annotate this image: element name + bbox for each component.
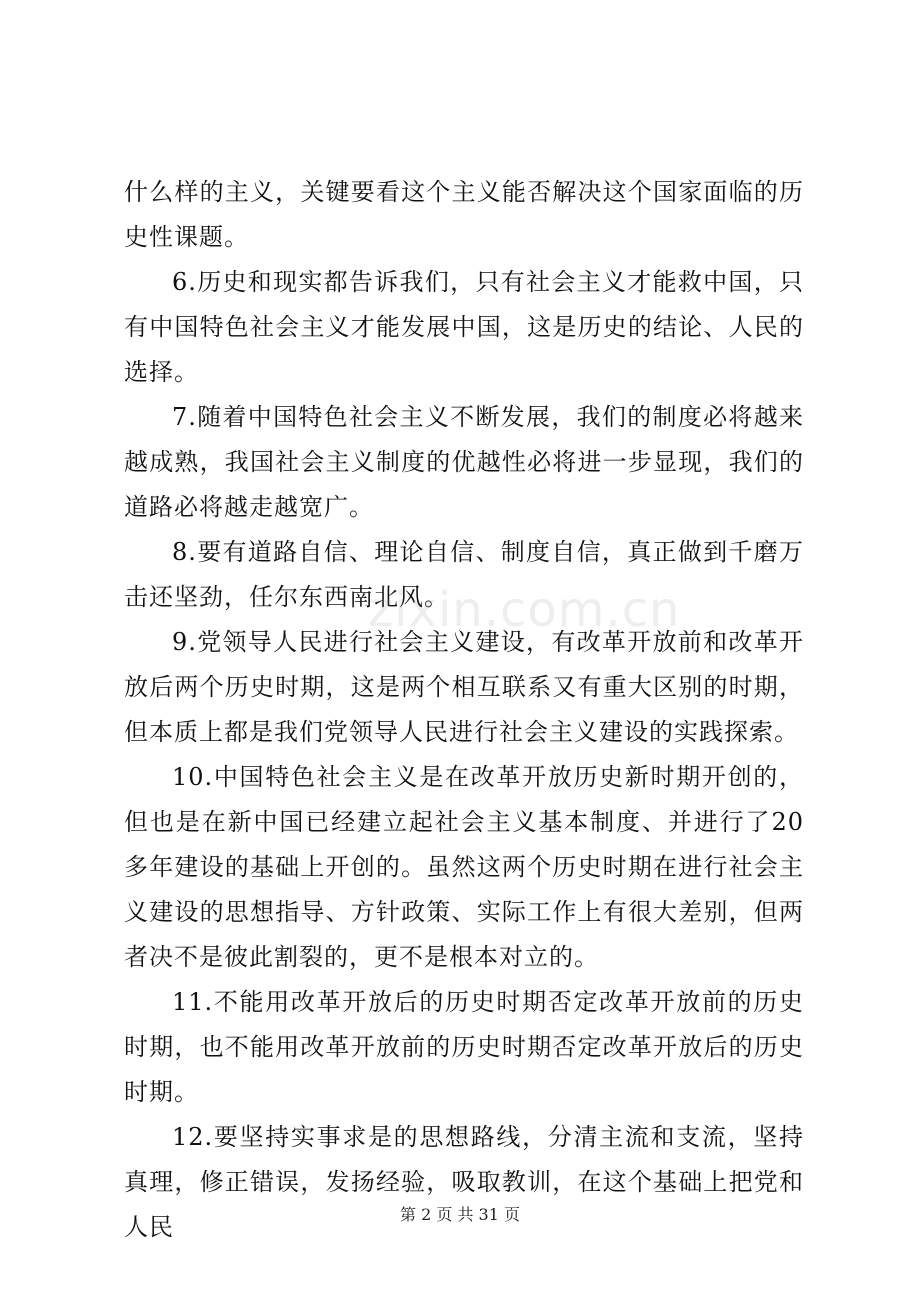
paragraph: 10.中国特色社会主义是在改革开放历史新时期开创的，但也是在新中国已经建立起社会主义基本制度、并进行了20多年建设的基础上开创的。虽然这两个历史时期在进行社会主义建设的思想指导、方针政策、实际工作上有很大差别，但两者决不是彼此割裂的，更不是根本对立的。: [124, 763, 804, 971]
paragraph: 11.不能用改革开放后的历史时期否定改革开放前的历史时期，也不能用改革开放前的历史时期否定改革开放后的历史时期。: [124, 988, 804, 1106]
page-footer: 第 2 页 共 31 页: [400, 1205, 520, 1224]
paragraph: 6.历史和现实都告诉我们，只有社会主义才能救中国，只有中国特色社会主义才能发展中国，这是历史的结论、人民的选择。: [124, 268, 804, 386]
paragraph: 什么样的主义，关键要看这个主义能否解决这个国家面临的历史性课题。: [124, 178, 804, 251]
paragraph: 7.随着中国特色社会主义不断发展，我们的制度必将越来越成熟，我国社会主义制度的优越性必将进一步显现，我们的道路必将越走越宽广。: [124, 403, 804, 521]
watermark: zixin.com.cn: [368, 582, 681, 638]
paragraph: 9.党领导人民进行社会主义建设，有改革开放前和改革开放后两个历史时期，这是两个相互联系又有重大区别的时期，但本质上都是我们党领导人民进行社会主义建设的实践探索。: [124, 628, 804, 746]
paragraph: 8.要有道路自信、理论自信、制度自信，真正做到千磨万击还坚劲，任尔东西南北风。: [124, 538, 804, 611]
paragraph: 12.要坚持实事求是的思想路线，分清主流和支流，坚持真理，修正错误，发扬经验，吸取教训，在这个基础上把党和人民: [124, 1123, 804, 1241]
document-body: [124, 170, 804, 1250]
